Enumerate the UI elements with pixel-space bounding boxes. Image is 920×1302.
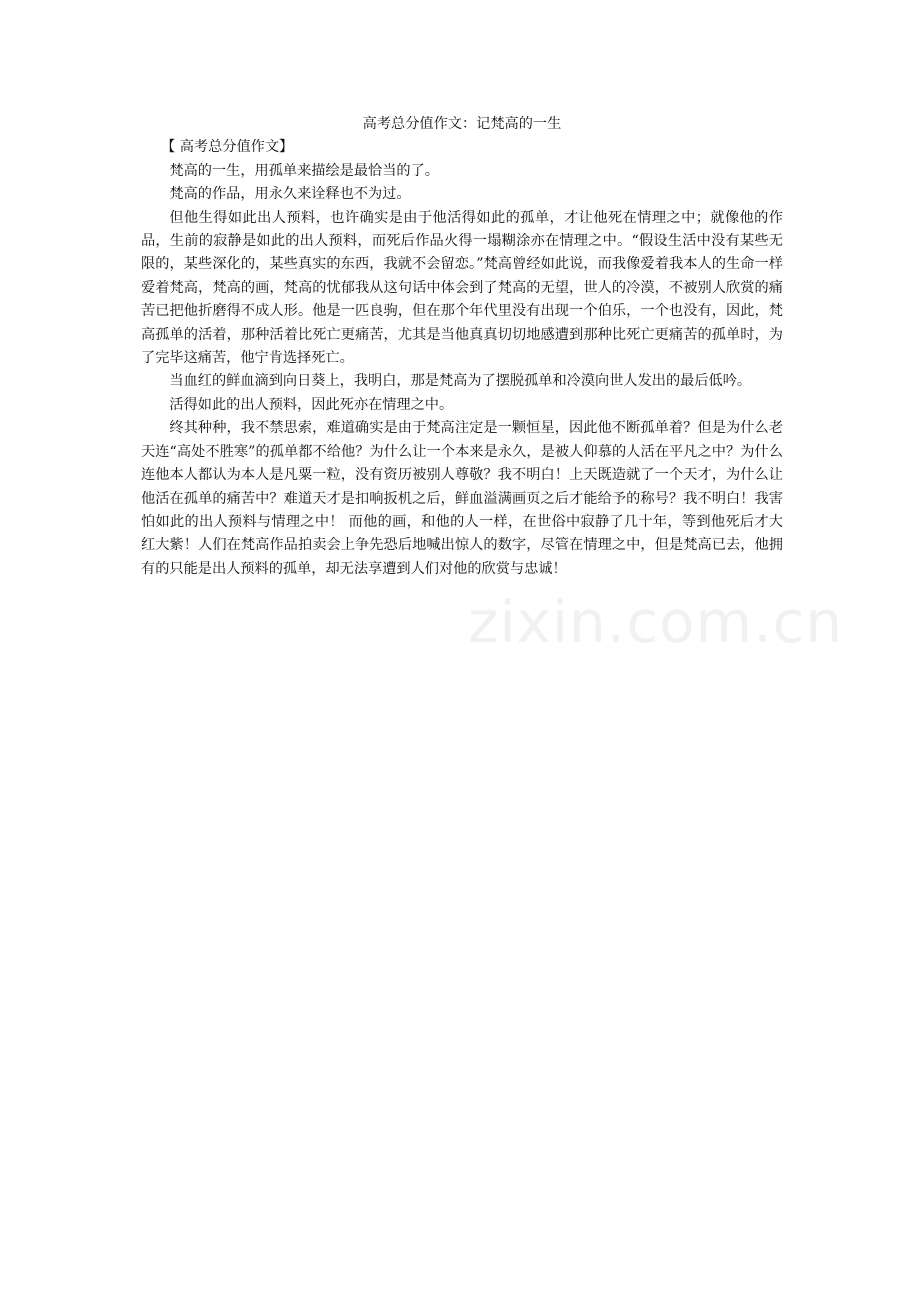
watermark-text: zixin.com.cn — [468, 588, 844, 656]
document-body — [141, 113, 783, 581]
paragraph-6: 终其种种，我不禁思索，难道确实是由于梵高注定是一颗恒星，因此他不断孤单着？但是为什么老天连“高处不胜寒”的孤单都不给他？为什么让一个本来是永久，是被人仰慕的人活在平凡之中？为什么连他本人都认为本人是凡粟一粒，没有资历被别人尊敬？我不明白！上天既造就了一个天才，为什么让他活在孤单的痛苦中？难道天才是扣响扳机之后，鲜血溢满画页之后才能给予的称号？我不明白！我害怕如此的出人预料与情理之中！ 而他的画，和他的人一样，在世俗中寂静了几十年，等到他死后才大红大紫！人们在梵高作品拍卖会上争先恐后地喊出惊人的数字，尽管在情理之中，但是梵高已去，他拥有的只能是出人预料的孤单，却无法享遭到人们对他的欣赏与忠诚！ — [141, 420, 783, 577]
paragraph-1: 梵高的一生，用孤单来描绘是最恰当的了。 — [169, 162, 439, 179]
document-title: 高考总分值作文：记梵高的一生 — [362, 116, 562, 132]
paragraph-4: 当血红的鲜血滴到向日葵上，我明白，那是梵高为了摆脱孤单和冷漠向世人发出的最后低吟。 — [169, 373, 752, 390]
paragraph-2: 梵高的作品，用永久来诠释也不为过。 — [169, 186, 411, 203]
paragraph-5: 活得如此的出人预料，因此死亦在情理之中。 — [169, 396, 454, 413]
paragraph-3: 但他生得如此出人预料，也许确实是由于他活得如此的孤单，才让他死在情理之中；就像他的作品，生前的寂静是如此的出人预料，而死后作品火得一塌糊涂亦在情理之中。“假设生活中没有某些无限的，某些深化的，某些真实的东西，我就不会留恋。”梵高曾经如此说，而我像爱着我本人的生命一样爱着梵高，梵高的画，梵高的忧郁我从这句话中体会到了梵高的无望，世人的冷漠，不被别人欣赏的痛苦已把他折磨得不成人形。他是一匹良驹，但在那个年代里没有出现一个伯乐，一个也没有，因此，梵高孤单的活着，那种活着比死亡更痛苦，尤其是当他真真切切地感遭到那种比死亡更痛苦的孤单时，为了完毕这痛苦，他宁肯选择死亡。 — [141, 209, 783, 367]
section-label: 【 高考总分值作文】 — [161, 139, 294, 156]
